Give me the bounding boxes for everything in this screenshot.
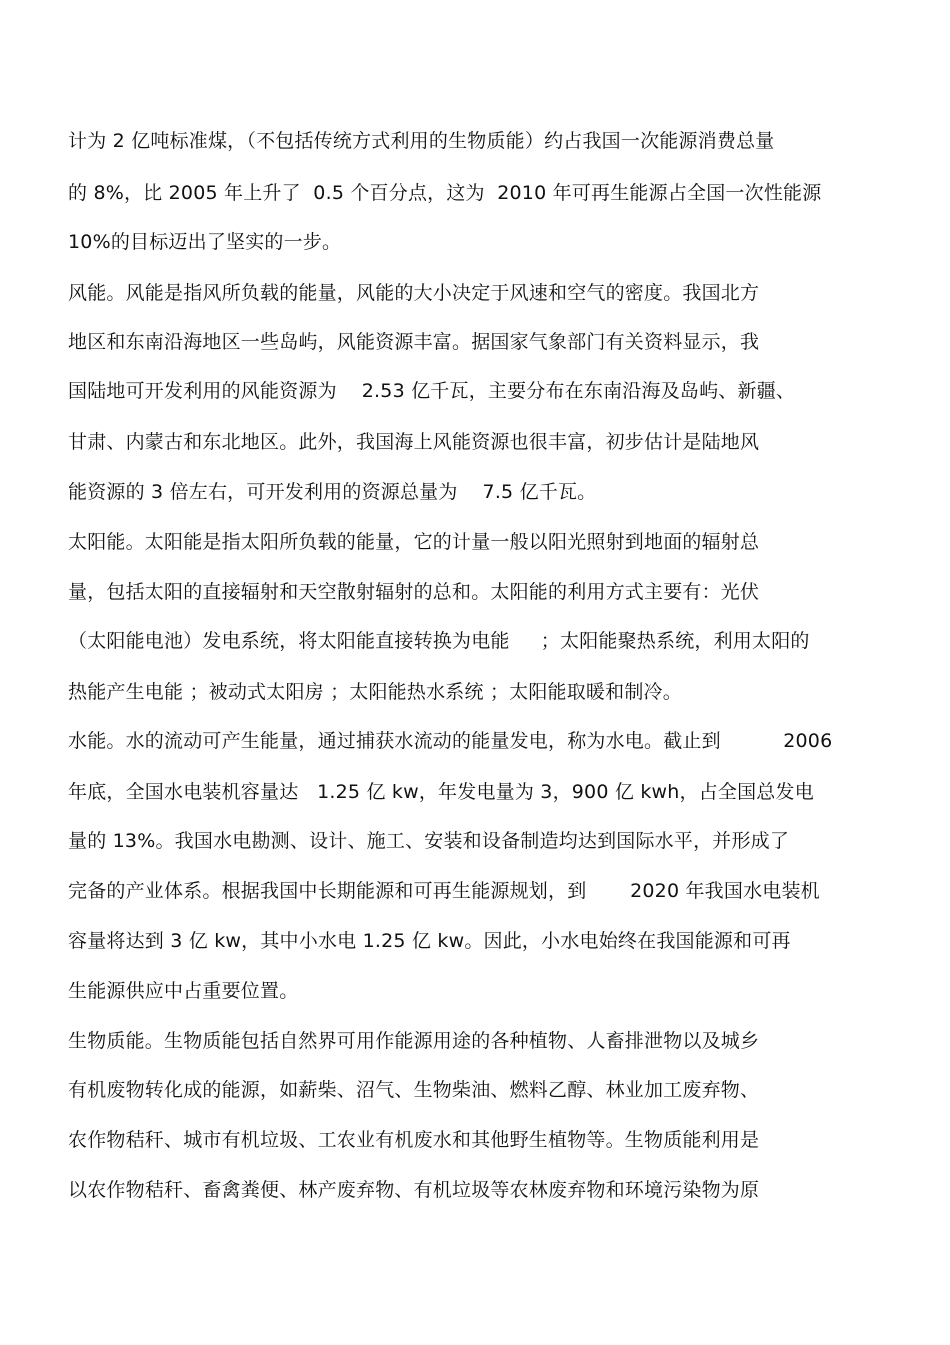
text-line: 地区和东南沿海地区一些岛屿，风能资源丰富。据国家气象部门有关资料显示，我 — [68, 331, 760, 353]
text-line: 国陆地可开发利用的风能资源为 2.53 亿千瓦，主要分布在东南沿海及岛屿、新疆、 — [68, 380, 796, 402]
text-line: 生物质能。生物质能包括自然界可用作能源用途的各种植物、人畜排泄物以及城乡 — [68, 1030, 760, 1052]
text-line: 水能。水的流动可产生能量，通过捕获水流动的能量发电，称为水电。截止到 2006 — [68, 730, 833, 752]
text-line: 量的 13%。我国水电勘测、设计、施工、安装和设备制造均达到国际水平，并形成了 — [68, 830, 790, 852]
text-line: 10%的目标迈出了坚实的一步。 — [68, 231, 342, 253]
text-line: 风能。风能是指风所负载的能量，风能的大小决定于风速和空气的密度。我国北方 — [68, 282, 760, 304]
text-line: 计为 2 亿吨标准煤，（不包括传统方式利用的生物质能）约占我国一次能源消费总量 — [68, 130, 775, 152]
text-line: 以农作物秸秆、畜禽粪便、林产废弃物、有机垃圾等农林废弃物和环境污染物为原 — [68, 1179, 760, 1201]
text-line: 热能产生电能 ；被动式太阳房 ；太阳能热水系统 ；太阳能取暖和制冷。 — [68, 681, 682, 703]
text-line: 生能源供应中占重要位置。 — [68, 980, 299, 1002]
text-line: 农作物秸秆、城市有机垃圾、工农业有机废水和其他野生植物等。生物质能利用是 — [68, 1129, 760, 1151]
text-line: 的 8%，比 2005 年上升了 0.5 个百分点，这为 2010 年可再生能源占全国一次性能源 — [68, 182, 822, 204]
text-line: 太阳能。太阳能是指太阳所负载的能量，它的计量一般以阳光照射到地面的辐射总 — [68, 531, 760, 553]
text-line: 量，包括太阳的直接辐射和天空散射辐射的总和。太阳能的利用方式主要有：光伏 — [68, 581, 760, 603]
text-line: （太阳能电池）发电系统，将太阳能直接转换为电能 ；太阳能聚热系统，利用太阳的 — [68, 630, 810, 652]
text-line: 完备的产业体系。根据我国中长期能源和可再生能源规划，到 2020 年我国水电装机 — [68, 880, 820, 902]
text-line: 容量将达到 3 亿 kw，其中小水电 1.25 亿 kw。因此，小水电始终在我国能源和可再 — [68, 930, 791, 952]
text-line: 有机废物转化成的能源，如薪柴、沼气、生物柴油、燃料乙醇、林业加工废弃物、 — [68, 1079, 760, 1101]
text-line: 甘肃、内蒙古和东北地区。此外，我国海上风能资源也很丰富，初步估计是陆地风 — [68, 431, 760, 453]
text-line: 能资源的 3 倍左右，可开发利用的资源总量为 7.5 亿千瓦。 — [68, 481, 597, 503]
text-line: 年底，全国水电装机容量达 1.25 亿 kw，年发电量为 3，900 亿 kwh，占全国总发电 — [68, 781, 814, 803]
